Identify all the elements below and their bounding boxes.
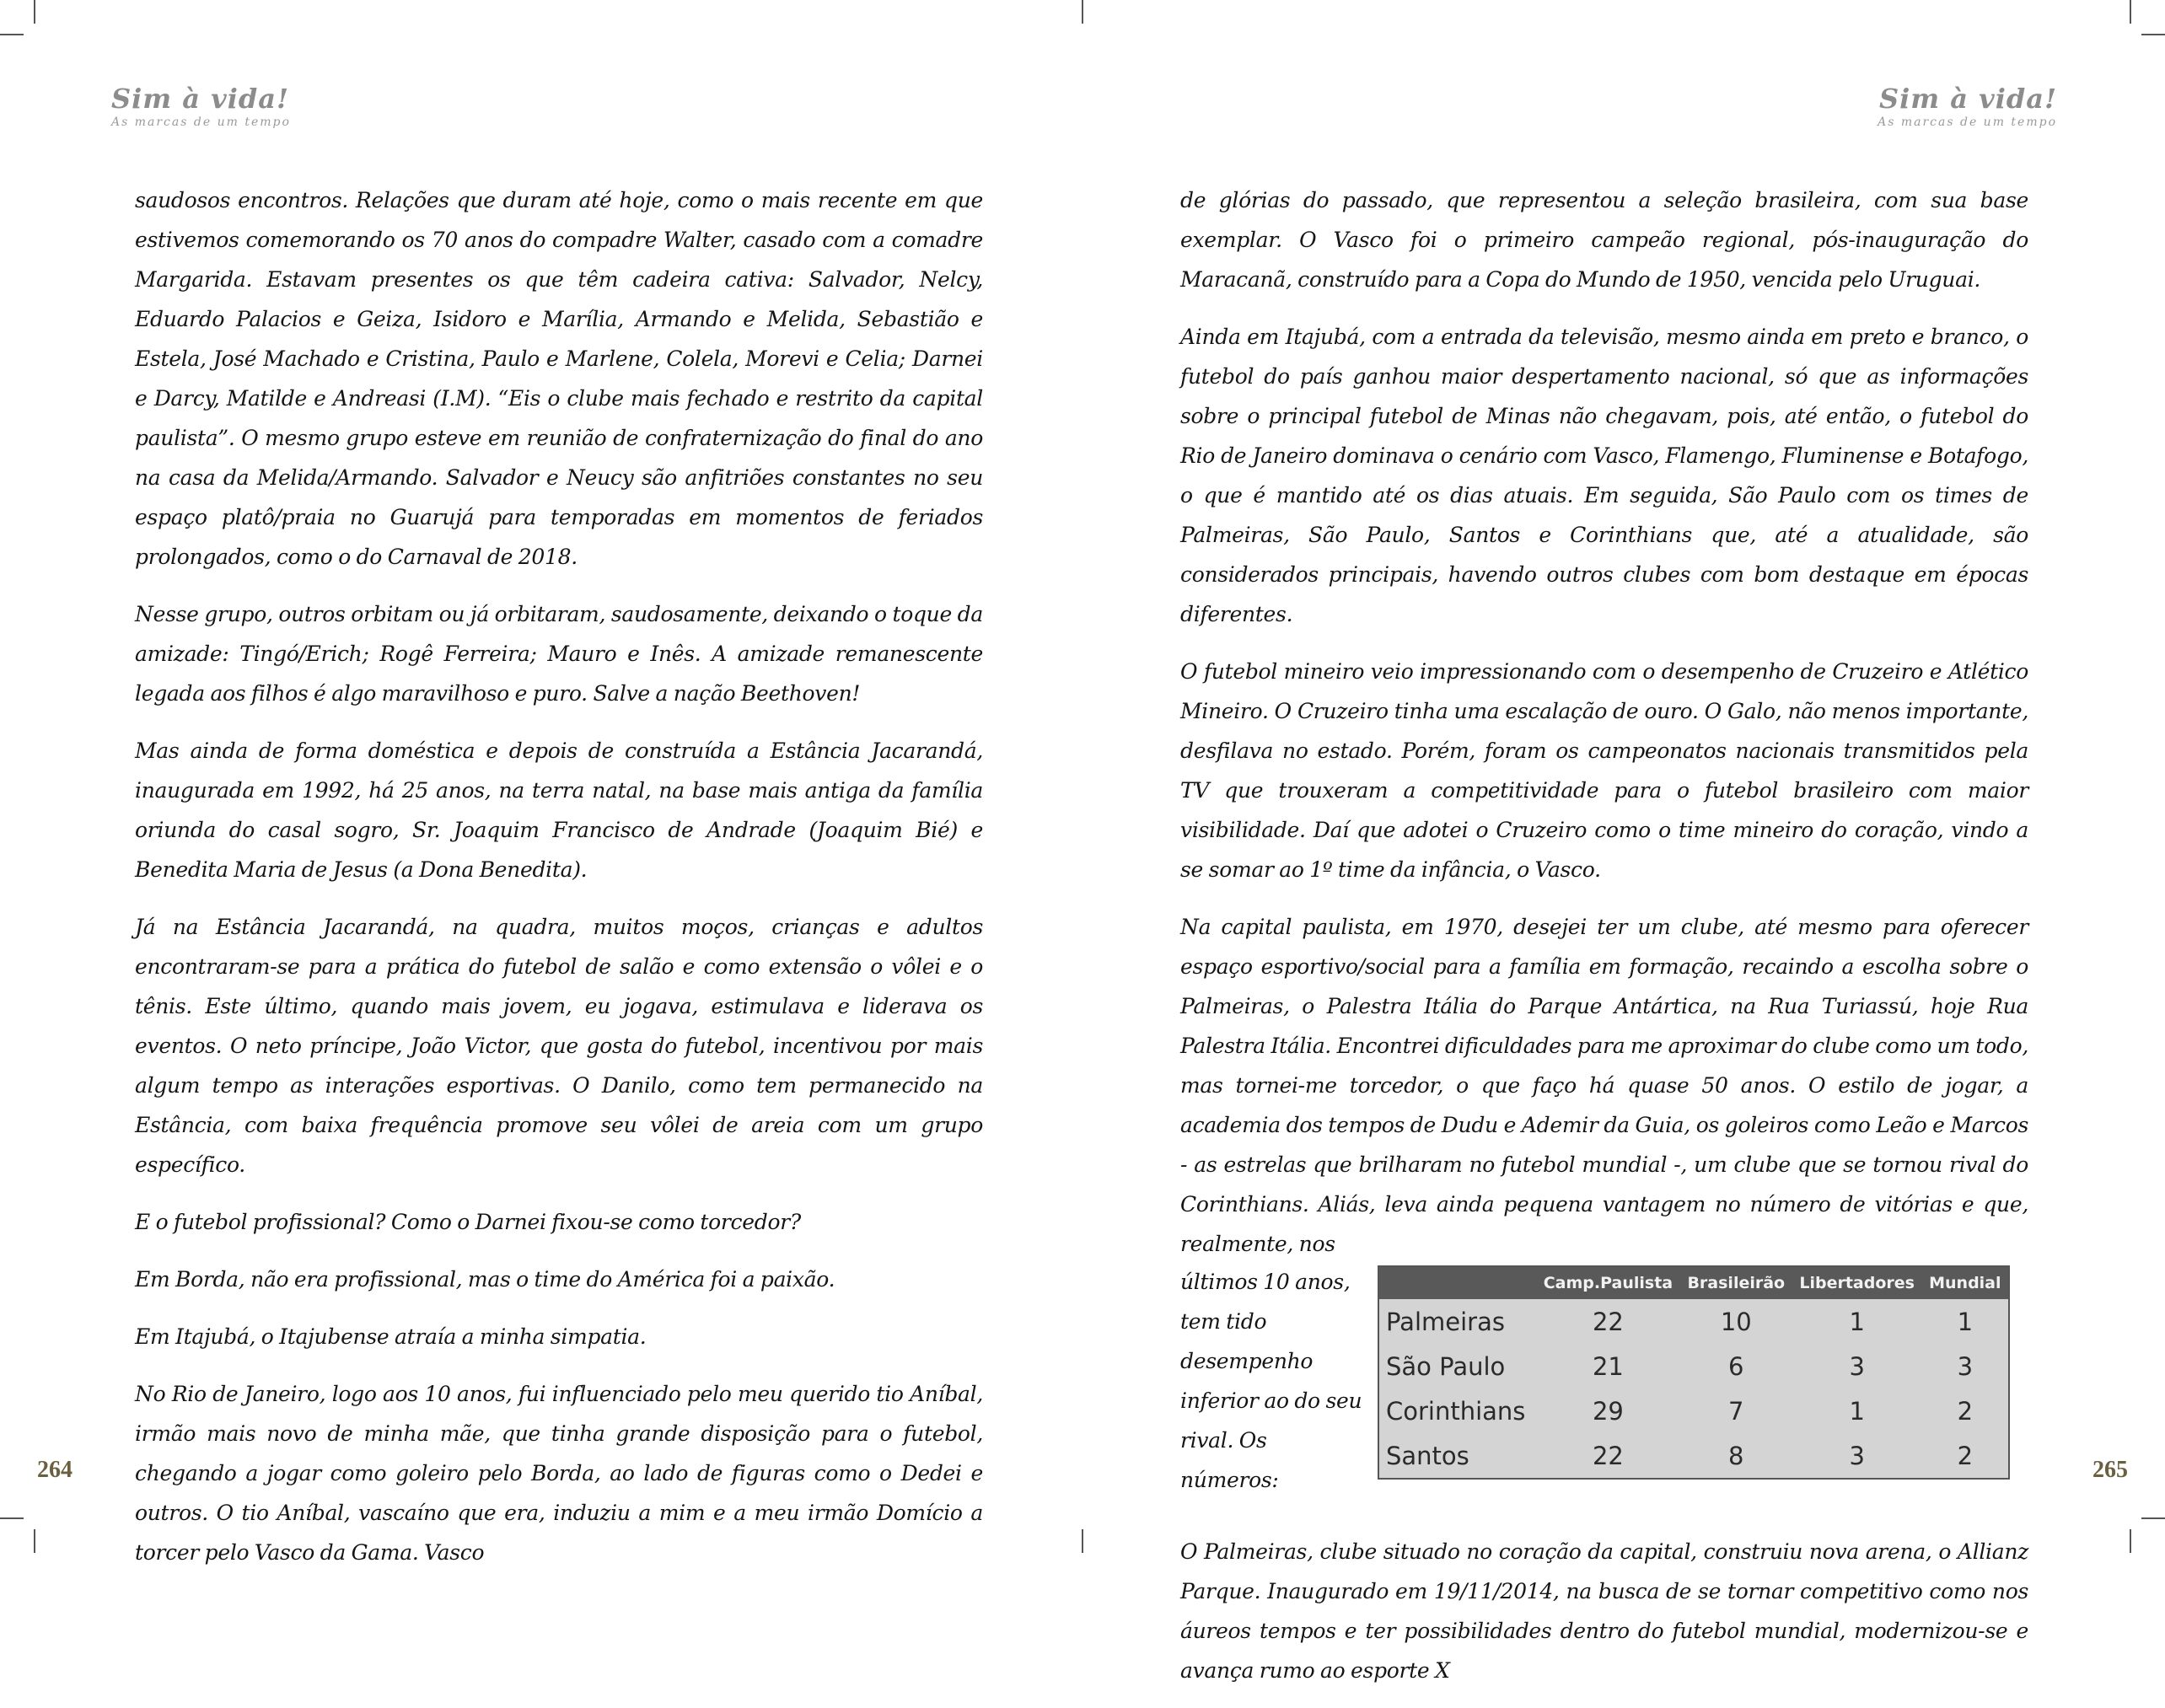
table-row bbox=[1378, 1344, 2009, 1388]
title-count-cell: 1 bbox=[1849, 1396, 1865, 1426]
running-header bbox=[1878, 84, 2057, 129]
page-number: 265 bbox=[2092, 1457, 2128, 1483]
table-column-header: Brasileirão bbox=[1680, 1266, 1792, 1299]
table-caption: últimos 10 anos, tem tido desempenho inferior ao do seu rival. Os números: bbox=[1180, 1270, 1362, 1492]
book-title: Sim à vida! bbox=[1878, 83, 2057, 115]
paragraph: Já na Estância Jacarandá, na quadra, muitos moços, crianças e adultos encontraram-se para a prática do futebol de salão e como extensão o vôlei e o tênis. Este último, quando mais jovem, eu jogava, estimulava e liderava os eventos. O neto príncipe, João Victor, que gosta do futebol, incentivou por mais algum tempo as interações esportivas. O Danilo, como tem permanecido na Estância, com baixa frequência promove seu vôlei de areia com um grupo específico. bbox=[135, 915, 983, 1177]
paragraph: Nesse grupo, outros orbitam ou já orbitaram, saudosamente, deixando o toque da amizade: Tingó/Erich; Rogê Ferreira; Mauro e Inês. A amizade remanescente legada aos filhos é algo maravilhoso e puro. Salve a nação Beethoven! bbox=[135, 602, 983, 706]
paragraph: saudosos encontros. Relações que duram até hoje, como o mais recente em que estivemos comemorando os 70 anos do compadre Walter, casado com a comadre Margarida. Estavam presentes os que têm cadeira cativa: Salvador, Nelcy, Eduardo Palacios e Geiza, Isidoro e Marília, Armando e Melida, Sebastião e Estela, José Machado e Cristina, Paulo e Marlene, Colela, Morevi e Celia; Darnei e Darcy, Matilde e Andreasi (I.M). “Eis o clube mais fechado e restrito da capital paulista”. O mesmo grupo esteve em reunião de confraternização do final do ano na casa da Melida/Armando. Salvador e Neucy são anfitriões constantes no seu espaço platô/praia no Guarujá para temporadas em momentos de feriados prolongados, como o do Carnaval de 2018. bbox=[135, 188, 983, 569]
title-count-cell: 6 bbox=[1728, 1351, 1744, 1381]
titles-table-block bbox=[1180, 1265, 2028, 1500]
title-count-cell: 1 bbox=[1957, 1307, 1974, 1336]
title-count-cell: 10 bbox=[1720, 1307, 1752, 1336]
table-header-corner bbox=[1378, 1266, 1536, 1299]
title-count-cell: 3 bbox=[1849, 1351, 1865, 1381]
paragraph: O futebol mineiro veio impressionando com o desempenho de Cruzeiro e Atlético Mineiro. O Cruzeiro tinha uma escalação de ouro. O Galo, não menos importante, desfilava no estado. Porém, foram os campeonatos nacionais transmitidos pela TV que trouxeram a competitividade para o futebol brasileiro com maior visibilidade. Daí que adotei o Cruzeiro como o time mineiro do coração, vindo a se somar ao 1º time da infância, o Vasco. bbox=[1180, 659, 2028, 882]
paragraph: Em Borda, não era profissional, mas o time do América foi a paixão. bbox=[135, 1267, 835, 1292]
paragraph: O Palmeiras, clube situado no coração da capital, construiu nova arena, o Allianz Parque. Inaugurado em 19/11/2014, na busca de se tornar competitivo como nos áureos tempos e ter possibilidades dentro do futebol mundial, modernizou-se e avança rumo ao esporte X bbox=[1180, 1539, 2028, 1683]
table-header-row bbox=[1378, 1266, 2009, 1299]
page-number: 264 bbox=[37, 1457, 73, 1483]
paragraph: No Rio de Janeiro, logo aos 10 anos, fui influenciado pelo meu querido tio Aníbal, irmão mais novo de minha mãe, que tinha grande disposição para o futebol, chegando a jogar como goleiro pelo Borda, ao lado de figuras como o Dedei e outros. O tio Aníbal, vascaíno que era, induziu a mim e a meu irmão Domício a torcer pelo Vasco da Gama. Vasco bbox=[135, 1382, 983, 1565]
table-column-header: Camp.Paulista bbox=[1536, 1266, 1680, 1299]
title-count-cell: 2 bbox=[1957, 1441, 1974, 1470]
title-count-cell: 22 bbox=[1592, 1307, 1624, 1336]
book-subtitle: As marcas de um tempo bbox=[111, 115, 291, 130]
page-body bbox=[135, 180, 983, 1590]
left-page bbox=[0, 0, 1082, 1565]
title-count-cell: 22 bbox=[1592, 1441, 1624, 1470]
team-name-cell: São Paulo bbox=[1386, 1351, 1506, 1381]
team-name-cell: Palmeiras bbox=[1386, 1307, 1505, 1336]
title-count-cell: 3 bbox=[1957, 1351, 1974, 1381]
paragraph: Mas ainda de forma doméstica e depois de construída a Estância Jacarandá, inaugurada em 1992, há 25 anos, na terra natal, na base mais antiga da família oriunda do casal sogro, Sr. Joaquim Francisco de Andrade (Joaquim Bié) e Benedita Maria de Jesus (a Dona Benedita). bbox=[135, 739, 983, 882]
paragraph: Na capital paulista, em 1970, desejei ter um clube, até mesmo para oferecer espaço esportivo/social para a família em formação, recaindo a escolha sobre o Palmeiras, o Palestra Itália do Parque Antártica, na Rua Turiassú, hoje Rua Palestra Itália. Encontrei dificuldades para me aproximar do clube como um todo, mas tornei-me torcedor, o que faço há quase 50 anos. O estilo de jogar, a academia dos tempos de Dudu e Ademir da Guia, os goleiros como Leão e Marcos - as estrelas que brilharam no futebol mundial -, um clube que se tornou rival do Corinthians. Aliás, leva ainda pequena vantagem no número de vitórias e que, realmente, nos bbox=[1180, 915, 2028, 1256]
title-count-cell: 8 bbox=[1728, 1441, 1744, 1470]
paragraph: E o futebol profissional? Como o Darnei fixou-se como torcedor? bbox=[135, 1210, 801, 1234]
table-body bbox=[1378, 1299, 2009, 1479]
running-header bbox=[111, 84, 291, 129]
title-count-cell: 21 bbox=[1592, 1351, 1624, 1381]
book-subtitle: As marcas de um tempo bbox=[1878, 115, 2057, 130]
paragraph: Em Itajubá, o Itajubense atraía a minha simpatia. bbox=[135, 1324, 647, 1349]
table-column-header: Mundial bbox=[1922, 1266, 2009, 1299]
table-row bbox=[1378, 1299, 2009, 1344]
titles-table bbox=[1378, 1265, 2010, 1480]
paragraph: de glórias do passado, que representou a seleção brasileira, com sua base exemplar. O Vasco foi o primeiro campeão regional, pós-inauguração do Maracanã, construído para a Copa do Mundo de 1950, vencida pelo Uruguai. bbox=[1180, 188, 2028, 292]
right-page bbox=[1082, 0, 2165, 1683]
title-count-cell: 1 bbox=[1849, 1307, 1865, 1336]
book-title: Sim à vida! bbox=[111, 83, 290, 115]
team-name-cell: Corinthians bbox=[1386, 1396, 1526, 1426]
paragraph: Ainda em Itajubá, com a entrada da televisão, mesmo ainda em preto e branco, o futebol do país ganhou maior despertamento nacional, só que as informações sobre o principal futebol de Minas não chegavam, pois, até então, o futebol do Rio de Janeiro dominava o cenário com Vasco, Flamengo, Fluminense e Botafogo, o que é mantido até os dias atuais. Em seguida, São Paulo com os times de Palmeiras, São Paulo, Santos e Corinthians que, até a atualidade, são considerados principais, havendo outros clubes com bom destaque em épocas diferentes. bbox=[1180, 325, 2028, 626]
page-body bbox=[1180, 180, 2028, 1708]
table-row bbox=[1378, 1388, 2009, 1433]
table-row bbox=[1378, 1433, 2009, 1479]
team-name-cell: Santos bbox=[1386, 1441, 1469, 1470]
title-count-cell: 29 bbox=[1592, 1396, 1624, 1426]
title-count-cell: 3 bbox=[1849, 1441, 1865, 1470]
table-column-header: Libertadores bbox=[1792, 1266, 1922, 1299]
title-count-cell: 2 bbox=[1957, 1396, 1974, 1426]
title-count-cell: 7 bbox=[1728, 1396, 1744, 1426]
